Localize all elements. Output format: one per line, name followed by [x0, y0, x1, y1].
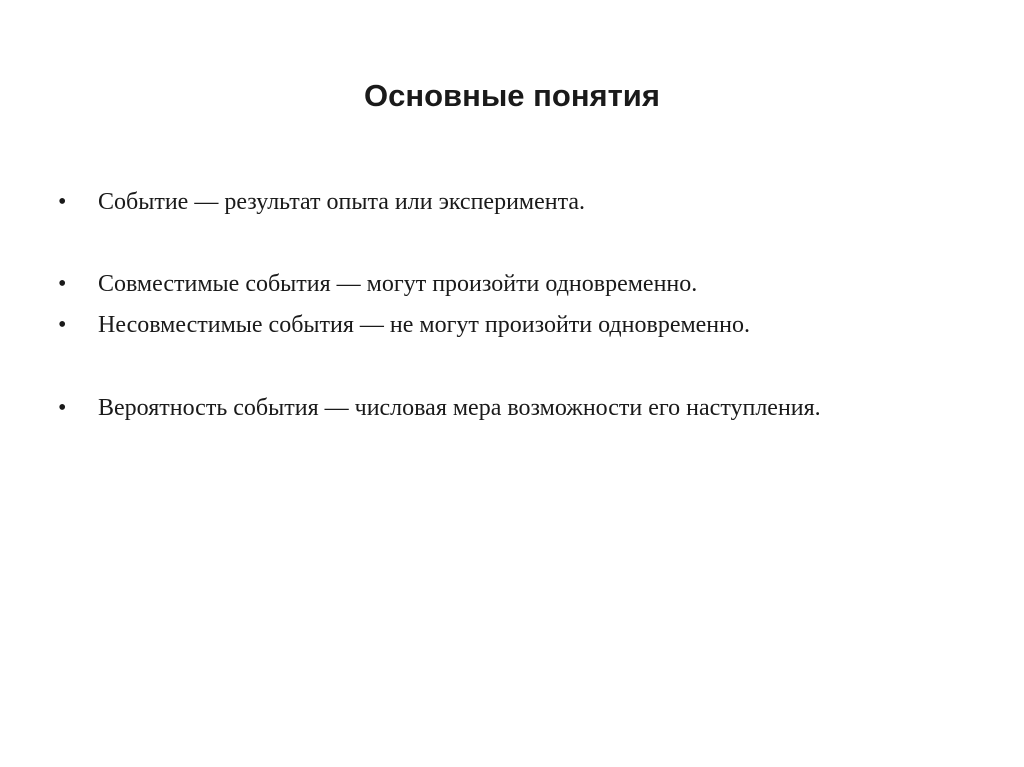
list-item: [58, 307, 998, 343]
slide-title: Основные понятия: [364, 78, 660, 113]
bullet-icon: •: [58, 189, 67, 215]
bullet-icon: •: [58, 271, 67, 297]
list-item-text: Вероятность события — числовая мера возможности его наступления.: [98, 395, 821, 421]
list-item-text: Несовместимые события — не могут произойти одновременно.: [98, 312, 750, 338]
list-item: [58, 184, 998, 220]
list-item: [58, 390, 998, 426]
list-item: [58, 266, 998, 302]
bullet-icon: •: [58, 312, 67, 338]
bullet-icon: •: [58, 395, 67, 421]
list-item-text: Событие — результат опыта или эксперимента.: [98, 189, 586, 215]
list-item-text: Совместимые события — могут произойти одновременно.: [98, 271, 698, 297]
